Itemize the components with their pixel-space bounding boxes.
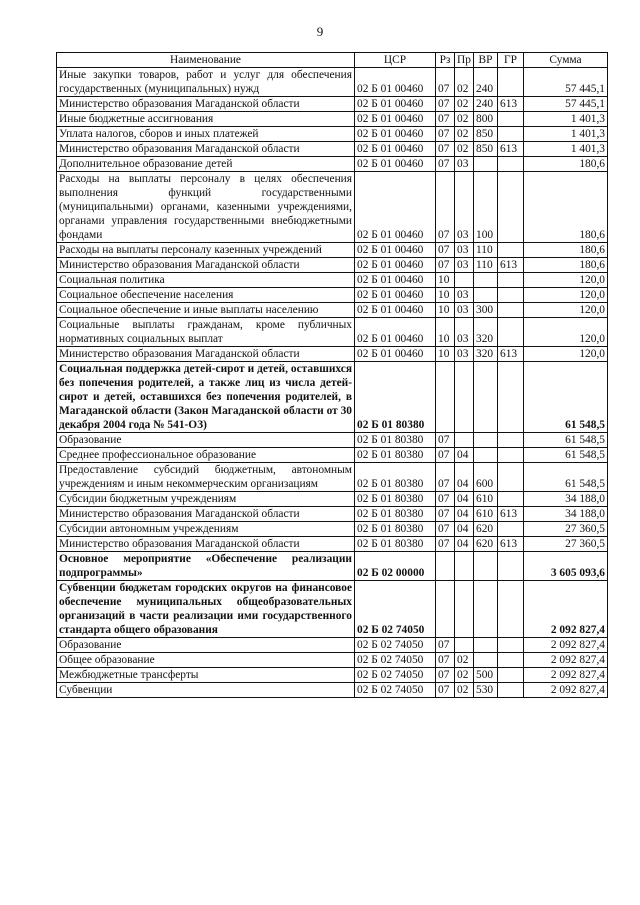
row-csr-cell: 02 Б 01 00460 <box>355 258 436 273</box>
row-csr-cell: 02 Б 01 00460 <box>355 273 436 288</box>
row-sum-cell: 61 548,5 <box>524 362 608 433</box>
row-vr-cell: 100 <box>474 172 498 243</box>
row-sum-cell: 61 548,5 <box>524 463 608 492</box>
header-pr: Пр <box>455 53 474 68</box>
row-name-cell: Министерство образования Магаданской области <box>57 537 355 552</box>
row-pr-cell: 02 <box>455 653 474 668</box>
row-rz-cell: 07 <box>436 127 455 142</box>
row-csr-cell: 02 Б 01 00460 <box>355 318 436 347</box>
row-gr-cell <box>498 318 524 347</box>
row-pr-cell: 03 <box>455 243 474 258</box>
row-rz-cell: 07 <box>436 522 455 537</box>
row-csr-cell: 02 Б 01 00460 <box>355 112 436 127</box>
row-rz-cell: 10 <box>436 303 455 318</box>
row-gr-cell: 613 <box>498 537 524 552</box>
row-csr-cell: 02 Б 01 80380 <box>355 433 436 448</box>
row-pr-cell <box>455 273 474 288</box>
row-name-cell: Иные закупки товаров, работ и услуг для обеспечения государственных (муниципальных) нужд <box>57 68 355 97</box>
row-sum-cell: 180,6 <box>524 258 608 273</box>
row-name-cell: Предоставление субсидий бюджетным, автономным учреждениям и иным некоммерческим организациям <box>57 463 355 492</box>
row-pr-cell: 04 <box>455 507 474 522</box>
row-gr-cell <box>498 243 524 258</box>
header-rz: Рз <box>436 53 455 68</box>
row-csr-cell: 02 Б 01 00460 <box>355 68 436 97</box>
table-row <box>57 127 608 142</box>
row-gr-cell: 613 <box>498 258 524 273</box>
row-name-cell: Министерство образования Магаданской области <box>57 347 355 362</box>
row-vr-cell <box>474 362 498 433</box>
row-vr-cell: 850 <box>474 142 498 157</box>
row-gr-cell <box>498 433 524 448</box>
row-vr-cell <box>474 581 498 638</box>
page-number: 9 <box>316 24 324 39</box>
row-vr-cell <box>474 638 498 653</box>
row-rz-cell: 07 <box>436 492 455 507</box>
row-sum-cell: 27 360,5 <box>524 537 608 552</box>
row-csr-cell: 02 Б 01 00460 <box>355 127 436 142</box>
row-gr-cell <box>498 668 524 683</box>
row-pr-cell <box>455 433 474 448</box>
row-vr-cell: 300 <box>474 303 498 318</box>
row-sum-cell: 180,6 <box>524 172 608 243</box>
header-vr: ВР <box>474 53 498 68</box>
table-body <box>57 68 608 698</box>
row-pr-cell: 03 <box>455 288 474 303</box>
row-sum-cell: 2 092 827,4 <box>524 638 608 653</box>
row-pr-cell <box>455 581 474 638</box>
row-csr-cell: 02 Б 01 00460 <box>355 172 436 243</box>
row-rz-cell: 07 <box>436 638 455 653</box>
row-sum-cell: 1 401,3 <box>524 112 608 127</box>
row-rz-cell: 07 <box>436 668 455 683</box>
row-vr-cell <box>474 653 498 668</box>
table-row <box>57 507 608 522</box>
row-rz-cell: 10 <box>436 288 455 303</box>
row-rz-cell: 07 <box>436 448 455 463</box>
table-row <box>57 581 608 638</box>
row-rz-cell: 07 <box>436 243 455 258</box>
row-vr-cell: 600 <box>474 463 498 492</box>
table-row <box>57 668 608 683</box>
row-pr-cell: 03 <box>455 172 474 243</box>
row-vr-cell: 800 <box>474 112 498 127</box>
row-csr-cell: 02 Б 01 80380 <box>355 492 436 507</box>
row-pr-cell: 02 <box>455 668 474 683</box>
row-rz-cell: 07 <box>436 683 455 698</box>
row-name-cell: Социальные выплаты гражданам, кроме публичных нормативных социальных выплат <box>57 318 355 347</box>
table-row <box>57 448 608 463</box>
row-sum-cell: 61 548,5 <box>524 448 608 463</box>
row-name-cell: Расходы на выплаты персоналу в целях обеспечения выполнения функций государственными (муниципальными) органами, казенными учреждениями, органами управления государственными внебюджетными фондами <box>57 172 355 243</box>
row-name-cell: Министерство образования Магаданской области <box>57 258 355 273</box>
row-csr-cell: 02 Б 02 74050 <box>355 668 436 683</box>
row-csr-cell: 02 Б 02 00000 <box>355 552 436 581</box>
row-rz-cell: 07 <box>436 68 455 97</box>
table-row <box>57 347 608 362</box>
row-name-cell: Уплата налогов, сборов и иных платежей <box>57 127 355 142</box>
row-pr-cell: 02 <box>455 142 474 157</box>
row-pr-cell: 03 <box>455 318 474 347</box>
row-csr-cell: 02 Б 01 00460 <box>355 347 436 362</box>
row-vr-cell: 620 <box>474 537 498 552</box>
row-sum-cell: 2 092 827,4 <box>524 581 608 638</box>
row-vr-cell: 240 <box>474 97 498 112</box>
row-sum-cell: 27 360,5 <box>524 522 608 537</box>
row-csr-cell: 02 Б 01 00460 <box>355 142 436 157</box>
table-row <box>57 243 608 258</box>
row-csr-cell: 02 Б 02 74050 <box>355 653 436 668</box>
row-rz-cell <box>436 362 455 433</box>
row-name-cell: Среднее профессиональное образование <box>57 448 355 463</box>
row-pr-cell: 02 <box>455 112 474 127</box>
row-sum-cell: 180,6 <box>524 243 608 258</box>
row-vr-cell: 610 <box>474 507 498 522</box>
row-vr-cell: 850 <box>474 127 498 142</box>
table-row <box>57 537 608 552</box>
row-sum-cell: 34 188,0 <box>524 507 608 522</box>
row-rz-cell: 07 <box>436 463 455 492</box>
row-sum-cell: 120,0 <box>524 273 608 288</box>
row-pr-cell <box>455 638 474 653</box>
row-rz-cell: 07 <box>436 507 455 522</box>
row-name-cell: Социальная политика <box>57 273 355 288</box>
table-row <box>57 318 608 347</box>
table-row <box>57 683 608 698</box>
row-sum-cell: 2 092 827,4 <box>524 683 608 698</box>
row-gr-cell <box>498 157 524 172</box>
row-vr-cell: 320 <box>474 347 498 362</box>
row-gr-cell: 613 <box>498 507 524 522</box>
row-pr-cell: 04 <box>455 492 474 507</box>
row-csr-cell: 02 Б 01 80380 <box>355 522 436 537</box>
row-pr-cell: 02 <box>455 68 474 97</box>
row-sum-cell: 2 092 827,4 <box>524 668 608 683</box>
row-csr-cell: 02 Б 02 74050 <box>355 638 436 653</box>
row-sum-cell: 57 445,1 <box>524 68 608 97</box>
row-name-cell: Общее образование <box>57 653 355 668</box>
table-row <box>57 172 608 243</box>
row-csr-cell: 02 Б 01 80380 <box>355 448 436 463</box>
table-row <box>57 288 608 303</box>
row-gr-cell <box>498 492 524 507</box>
row-sum-cell: 34 188,0 <box>524 492 608 507</box>
row-name-cell: Субсидии бюджетным учреждениям <box>57 492 355 507</box>
row-vr-cell: 110 <box>474 258 498 273</box>
row-csr-cell: 02 Б 01 00460 <box>355 157 436 172</box>
row-gr-cell <box>498 362 524 433</box>
row-name-cell: Субвенции бюджетам городских округов на финансовое обеспечение муниципальных общеобразовательных организаций в части реализации ими государственного стандарта общего образования <box>57 581 355 638</box>
table-row <box>57 68 608 97</box>
row-sum-cell: 120,0 <box>524 288 608 303</box>
row-rz-cell: 07 <box>436 142 455 157</box>
row-gr-cell <box>498 127 524 142</box>
row-vr-cell: 110 <box>474 243 498 258</box>
row-name-cell: Расходы на выплаты персоналу казенных учреждений <box>57 243 355 258</box>
budget-table <box>56 52 608 698</box>
row-vr-cell: 620 <box>474 522 498 537</box>
row-pr-cell: 04 <box>455 522 474 537</box>
row-rz-cell: 10 <box>436 318 455 347</box>
row-name-cell: Социальное обеспечение и иные выплаты населению <box>57 303 355 318</box>
row-csr-cell: 02 Б 01 00460 <box>355 243 436 258</box>
row-csr-cell: 02 Б 01 80380 <box>355 362 436 433</box>
table-row <box>57 258 608 273</box>
row-gr-cell <box>498 653 524 668</box>
table-row <box>57 303 608 318</box>
row-sum-cell: 180,6 <box>524 157 608 172</box>
row-vr-cell <box>474 433 498 448</box>
header-sum: Сумма <box>524 53 608 68</box>
row-csr-cell: 02 Б 02 74050 <box>355 683 436 698</box>
table-row <box>57 112 608 127</box>
row-gr-cell <box>498 303 524 318</box>
row-gr-cell <box>498 552 524 581</box>
row-vr-cell: 500 <box>474 668 498 683</box>
row-vr-cell <box>474 157 498 172</box>
row-sum-cell: 3 605 093,6 <box>524 552 608 581</box>
table-row <box>57 273 608 288</box>
row-pr-cell: 04 <box>455 537 474 552</box>
row-sum-cell: 2 092 827,4 <box>524 653 608 668</box>
row-name-cell: Социальное обеспечение населения <box>57 288 355 303</box>
row-pr-cell: 03 <box>455 157 474 172</box>
row-pr-cell: 03 <box>455 303 474 318</box>
row-rz-cell <box>436 581 455 638</box>
row-rz-cell: 10 <box>436 273 455 288</box>
row-csr-cell: 02 Б 01 00460 <box>355 303 436 318</box>
row-gr-cell: 613 <box>498 142 524 157</box>
row-sum-cell: 120,0 <box>524 318 608 347</box>
row-rz-cell: 07 <box>436 157 455 172</box>
table-row <box>57 653 608 668</box>
row-gr-cell <box>498 522 524 537</box>
row-rz-cell: 07 <box>436 112 455 127</box>
table-row <box>57 433 608 448</box>
row-name-cell: Социальная поддержка детей-сирот и детей, оставшихся без попечения родителей, а также лиц из числа детей-сирот и детей, оставшихся без попечения родителей, в Магаданской области (Закон Магаданской области от 30 декабря 2004 года № 541-ОЗ) <box>57 362 355 433</box>
row-sum-cell: 120,0 <box>524 347 608 362</box>
row-sum-cell: 1 401,3 <box>524 142 608 157</box>
row-rz-cell: 07 <box>436 258 455 273</box>
row-csr-cell: 02 Б 02 74050 <box>355 581 436 638</box>
row-vr-cell: 610 <box>474 492 498 507</box>
row-pr-cell <box>455 362 474 433</box>
table-row <box>57 552 608 581</box>
row-name-cell: Межбюджетные трансферты <box>57 668 355 683</box>
row-pr-cell: 02 <box>455 683 474 698</box>
table-row <box>57 522 608 537</box>
row-name-cell: Министерство образования Магаданской области <box>57 142 355 157</box>
row-name-cell: Образование <box>57 638 355 653</box>
row-gr-cell <box>498 683 524 698</box>
row-pr-cell: 03 <box>455 258 474 273</box>
header-csr: ЦСР <box>355 53 436 68</box>
table-row <box>57 638 608 653</box>
row-gr-cell: 613 <box>498 347 524 362</box>
row-rz-cell: 07 <box>436 97 455 112</box>
table-row <box>57 142 608 157</box>
row-name-cell: Дополнительное образование детей <box>57 157 355 172</box>
table-row <box>57 463 608 492</box>
row-name-cell: Образование <box>57 433 355 448</box>
row-rz-cell: 07 <box>436 653 455 668</box>
row-sum-cell: 57 445,1 <box>524 97 608 112</box>
row-rz-cell: 10 <box>436 347 455 362</box>
row-name-cell: Министерство образования Магаданской области <box>57 97 355 112</box>
row-vr-cell <box>474 552 498 581</box>
table-header-row <box>57 53 608 68</box>
row-gr-cell <box>498 112 524 127</box>
row-gr-cell <box>498 581 524 638</box>
table-row <box>57 157 608 172</box>
row-gr-cell <box>498 463 524 492</box>
row-pr-cell: 04 <box>455 448 474 463</box>
row-gr-cell <box>498 172 524 243</box>
row-sum-cell: 1 401,3 <box>524 127 608 142</box>
row-pr-cell: 04 <box>455 463 474 492</box>
row-pr-cell: 02 <box>455 127 474 142</box>
row-csr-cell: 02 Б 01 00460 <box>355 97 436 112</box>
row-name-cell: Основное мероприятие «Обеспечение реализации подпрограммы» <box>57 552 355 581</box>
row-vr-cell <box>474 448 498 463</box>
row-gr-cell <box>498 288 524 303</box>
row-name-cell: Иные бюджетные ассигнования <box>57 112 355 127</box>
row-vr-cell: 320 <box>474 318 498 347</box>
row-sum-cell: 120,0 <box>524 303 608 318</box>
row-rz-cell: 07 <box>436 433 455 448</box>
header-name: Наименование <box>57 53 355 68</box>
row-csr-cell: 02 Б 01 80380 <box>355 463 436 492</box>
row-csr-cell: 02 Б 01 80380 <box>355 537 436 552</box>
row-vr-cell: 240 <box>474 68 498 97</box>
row-rz-cell: 07 <box>436 172 455 243</box>
row-csr-cell: 02 Б 01 80380 <box>355 507 436 522</box>
table-row <box>57 97 608 112</box>
row-sum-cell: 61 548,5 <box>524 433 608 448</box>
row-pr-cell: 02 <box>455 97 474 112</box>
row-gr-cell <box>498 638 524 653</box>
header-gr: ГР <box>498 53 524 68</box>
row-pr-cell <box>455 552 474 581</box>
row-rz-cell: 07 <box>436 537 455 552</box>
row-name-cell: Субвенции <box>57 683 355 698</box>
row-pr-cell: 03 <box>455 347 474 362</box>
row-rz-cell <box>436 552 455 581</box>
row-gr-cell <box>498 273 524 288</box>
table-row <box>57 362 608 433</box>
row-vr-cell <box>474 273 498 288</box>
row-name-cell: Субсидии автономным учреждениям <box>57 522 355 537</box>
row-gr-cell <box>498 448 524 463</box>
row-csr-cell: 02 Б 01 00460 <box>355 288 436 303</box>
row-gr-cell: 613 <box>498 97 524 112</box>
row-name-cell: Министерство образования Магаданской области <box>57 507 355 522</box>
table-row <box>57 492 608 507</box>
row-gr-cell <box>498 68 524 97</box>
row-vr-cell: 530 <box>474 683 498 698</box>
row-vr-cell <box>474 288 498 303</box>
